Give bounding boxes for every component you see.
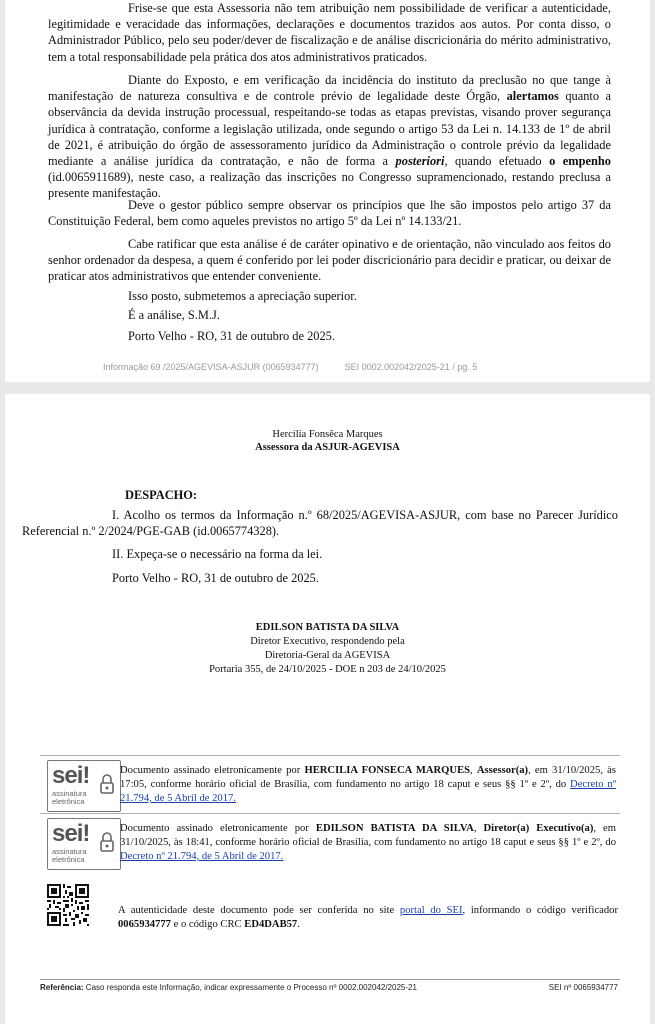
page-sheet-2 (5, 394, 650, 1024)
signature-block-1 (40, 755, 620, 814)
page-sheet-1 (5, 0, 650, 382)
verifier-code: 0065934777 (118, 919, 171, 930)
text-run: A autenticidade deste documento pode ser conferida no site (118, 905, 400, 916)
despacho-item-1: I. Acolho os termos da Informação n.º 68/2025/AGEVISA-ASJUR, com base no Parecer Jurídico Referencial n.º 2/2024/PGE-GAB (id.0065774328). (22, 508, 618, 539)
decree-link[interactable]: Decreto nº 21.794, de 5 Abril de 2017. (120, 779, 616, 804)
sei-seal (47, 818, 121, 870)
text-run-bold: alertamos (506, 89, 559, 104)
crc-code: ED4DAB57 (244, 919, 298, 930)
authenticity-text (118, 904, 618, 932)
text-run: , em 31/10/2025, às 17:05, conforme horário oficial de Brasília, com fundamento no artigo 18 caput e seus §§ 1º e 2º, do (120, 765, 616, 790)
submission-line: Isso posto, submetemos a apreciação superior. (128, 289, 357, 303)
despacho-title: DESPACHO: (125, 488, 198, 502)
footer-doc-id: Informação 69 /2025/AGEVISA-ASJUR (0065934777) (103, 362, 319, 372)
sei-caption (52, 848, 87, 864)
qr-code-icon (47, 884, 89, 926)
smj-line: É a análise, S.M.J. (128, 308, 220, 322)
text-run: e o código CRC (170, 919, 245, 930)
text-run: , (473, 823, 484, 834)
reference-sei-number: SEI nº 0065934777 (548, 983, 618, 992)
text-run: , quando efetuado (444, 154, 550, 169)
decree-link[interactable]: Decreto nº 21.794, de 5 Abril de 2017. (120, 851, 284, 862)
page-footer (103, 362, 477, 372)
paragraph-responsibility: Frise-se que esta Assessoria não tem atribuição nem possibilidade de verificar a autenticidade, legitimidade e veracidade das informações, declarações e documentos trazidos aos autos. Por conta disso, o Administrador Público, pelo seu poder/dever de fiscalização e de análise discricionária do mérito administrativo, tem a total responsabilidade pela prática dos atos administrativos praticados. (48, 1, 611, 64)
paragraph-principles: Deve o gestor público sempre observar os princípios que lhe são impostos pelo artigo 37 da Constituição Federal, bem como aqueles previstos no artigo 5º da Lei nº 14.133/21. (48, 198, 611, 229)
paragraph-preclusion (48, 72, 611, 202)
sei-caption-line-1: assinatura (52, 847, 87, 856)
padlock-icon (100, 831, 114, 853)
reference-footer (40, 979, 620, 992)
text-run: . (297, 919, 300, 930)
text-run: Documento assinado eletronicamente por (120, 765, 305, 776)
signature-text-2 (120, 822, 616, 864)
text-run: , (470, 765, 477, 776)
sei-caption-line-2: eletrônica (52, 855, 85, 864)
text-run: Diante do Exposto, e em verificação da incidência do instituto da preclusão no que tange à manifestação de natureza consultiva e de controle prévio de legalidade deste Órgão, (48, 73, 611, 104)
date-line: Porto Velho - RO, 31 de outubro de 2025. (128, 329, 335, 343)
sei-caption (52, 790, 87, 806)
sei-logo-text: sei! (52, 762, 90, 789)
sei-seal (47, 760, 121, 812)
signature-text-1 (120, 764, 616, 806)
signer-name: Hercília Fonsêca Marques (272, 429, 383, 440)
director-name: EDILSON BATISTA DA SILVA (255, 622, 400, 633)
signer-name-bold: HERCILIA FONSECA MARQUES (304, 765, 471, 776)
despacho-date: Porto Velho - RO, 31 de outubro de 2025. (112, 571, 319, 585)
text-run: , em 31/10/2025, às 18:41, conforme horário oficial de Brasília, com fundamento no artigo 18 caput e seus §§ 1º e 2º, do (120, 823, 616, 848)
sei-caption-line-1: assinatura (52, 789, 87, 798)
signer-role: Assessora da ASJUR-AGEVISA (255, 442, 400, 453)
signer-role-bold: Diretor(a) Executivo(a) (483, 823, 594, 834)
sei-logo-text: sei! (52, 820, 90, 847)
director-ordinance: Portaria 355, de 24/10/2025 - DOE n 203 de 24/10/2025 (209, 664, 446, 675)
director-title-line-1: Diretor Executivo, respondendo pela (250, 636, 405, 647)
text-run-bold-italic: posteriori (395, 154, 445, 169)
footer-process-page: SEI 0002.002042/2025-21 / pg. 5 (344, 362, 478, 372)
text-run: quanto a observância da devida instrução processual, respeitando-se todas as etapas previstas, visando prover segurança jurídica à contratação, conforme a legislação utilizada, onde segundo o artigo 53 da Lei n. 14.133 de 1º de abril de 2021, é atribuição do órgão de assessoramento jurídico da Administração o controle prévio da legalidade mediante a análise jurídica da contratação, e não de forma a (48, 89, 611, 169)
signer-role-bold: Assessor(a) (476, 765, 529, 776)
text-run: , informando o código verificador (462, 905, 618, 916)
director-title-line-2: Diretoria-Geral da AGEVISA (264, 650, 391, 661)
text-run: (id.0065911689), neste caso, a realização das inscrições no Congresso supramencionado, restando preclusa a presente manifestação. (48, 170, 611, 201)
reference-text: Caso responda este Informação, indicar expressamente o Processo nº 0002.002042/2025-21 (83, 983, 417, 992)
signer-name-bold: EDILSON BATISTA DA SILVA (315, 823, 474, 834)
text-run-bold: o empenho (549, 154, 611, 169)
text-run: Documento assinado eletronicamente por (120, 823, 316, 834)
sei-portal-link[interactable]: portal do SEI (399, 905, 463, 916)
padlock-icon (100, 773, 114, 795)
sei-caption-line-2: eletrônica (52, 797, 85, 806)
reference-label: Referência: (40, 983, 84, 992)
paragraph-opinative: Cabe ratificar que esta análise é de caráter opinativo e de orientação, não vinculado aos feitos do senhor ordenador da despesa, a quem é conferido por lei poder discricionário para decidir e praticar, ou deixar de praticar atos administrativos que entender conveniente. (48, 237, 611, 284)
signature-block-2 (40, 813, 620, 872)
despacho-item-2: II. Expeça-se o necessário na forma da lei. (112, 547, 323, 561)
